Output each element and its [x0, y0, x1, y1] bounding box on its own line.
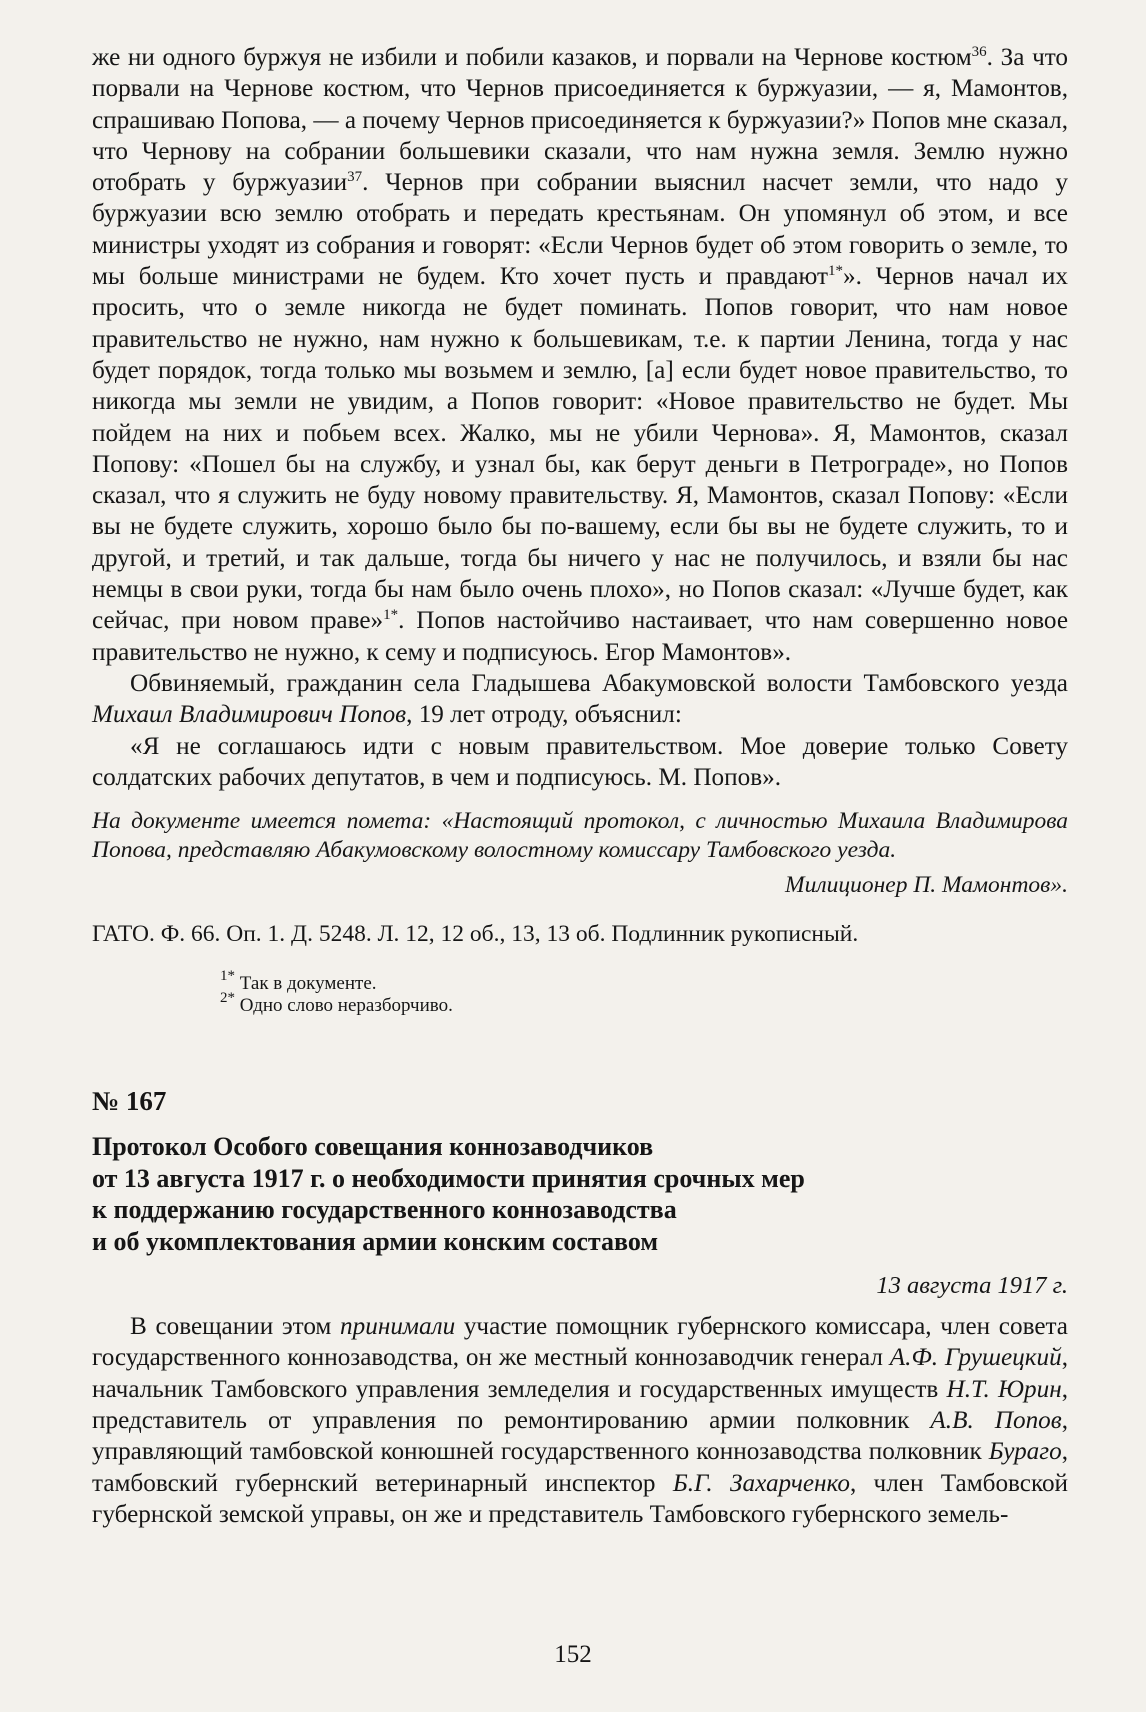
title-line: Протокол Особого совещания коннозаводчиков [92, 1132, 654, 1162]
footnote [220, 990, 1068, 1017]
emphasis: принимали [340, 1313, 456, 1341]
text-run: . За что порвали на Чернове костюм, что Чернов присоединяется к буржуазии, — я, Мамонтов, спрашиваю Попова, — а почему Чернов присоединяется к буржуазии?» Попов мне сказал, что Чернову на собрании большевики сказали, что нам нужна земля. Землю нужно отобрать у буржуазии [92, 44, 1069, 197]
paragraph-testimony [92, 42, 1068, 668]
footnote-mark: 1* [220, 968, 235, 985]
person-name: А.Ф. Грушецкий [889, 1344, 1062, 1372]
text-run: В совещании этом [130, 1313, 341, 1341]
accused-name: Михаил Владимирович Попов [92, 701, 407, 729]
paragraph-statement: «Я не соглашаюсь идти с новым правительством. Мое доверие только Совету солдатских рабочих депутатов, в чем и подписуюсь. М. Попов». [92, 732, 1068, 791]
document-title [92, 1131, 1068, 1257]
archive-source: ГАТО. Ф. 66. Оп. 1. Д. 5248. Л. 12, 12 об., 13, 13 об. Подлинник рукописный. [92, 921, 859, 948]
text-run: , начальник Тамбовского управления земледелия и государственных имуществ [92, 1344, 1068, 1403]
text-run: Обвиняемый, гражданин села Гладышева Абакумовской волости Тамбовского уезда [130, 669, 1068, 697]
document-date: 13 августа 1917 г. [876, 1272, 1068, 1300]
title-line: от 13 августа 1917 г. о необходимости принятия срочных мер [92, 1163, 805, 1193]
footnote-mark: 2* [220, 990, 235, 1007]
endnote-ref-36: 36 [971, 44, 987, 60]
person-name: Б.Г. Захарченко [672, 1469, 850, 1497]
page-number: 152 [554, 1641, 592, 1668]
footnotes [220, 968, 1068, 1017]
person-name: Н.Т. Юрин [946, 1375, 1062, 1403]
text-run: участие помощник губернского комиссара, член совета государственного коннозаводства, он же местный коннозаводчик генерал [92, 1313, 1068, 1372]
title-line: к поддержанию государственного коннозаводства [92, 1195, 677, 1225]
footnote-ref-1: 1* [828, 263, 844, 280]
paragraph-body [92, 1311, 1068, 1530]
endnote-ref-37: 37 [347, 169, 363, 186]
document-number: № 167 [92, 1086, 167, 1117]
text-run: , управляющий тамбовской конюшней государственного коннозаводства полковник [92, 1407, 1068, 1466]
text-run: , тамбовский губернский ветеринарный инспектор [92, 1438, 1068, 1497]
text-run: . Попов настойчиво настаивает, что нам совершенно новое правительство не нужно, к сему и подписуюсь. Егор Мамонтов». [92, 607, 1069, 666]
paragraph-accused [92, 668, 1068, 731]
text-run: , представитель от управления по ремонтированию армии полковник [92, 1375, 1068, 1435]
text-run: . Чернов при собрании выяснил насчет земли, что надо у буржуазии всю землю отобрать и передать крестьянам. Он упомянул об этом, и все министры уходят из собрания и говорят: «Если Чернов будет об этом говорить о земле, то мы больше министрами не будем. Кто хочет пусть и правдают [92, 169, 1068, 291]
person-name: А.В. Попов [930, 1407, 1062, 1435]
document-annotation: На документе имеется помета: «Настоящий протокол, с личностью Михаила Владимирова Попова, представляю Абакумовскому волостному комиссару Тамбовского уезда. [92, 808, 1068, 864]
footnote-text: Так в документе. [235, 973, 377, 995]
text-run: ». Чернов начал их просить, что о земле никогда не будет поминать. Попов говорит, что нам новое правительство не нужно, нам нужно к большевикам, т.е. к партии Ленина, тогда у нас будет порядок, тогда только мы возьмем и землю, [а] если будет новое правительство, то никогда мы земли не увидим, а Попов говорит: «Новое правительство не будет. Мы пойдем на них и побьем всех. Жалко, мы не убили Чернова». Я, Мамонтов, сказал Попову: «Пошел бы на службу, и узнал бы, как берут деньги в Петрограде», но Попов сказал, что я служить не буду новому правительству. Я, Мамонтов, сказал Попову: «Если вы не будете служить, хорошо было бы по-вашему, если бы вы не будете служить, то и другой, и третий, и так дальше, тогда бы ничего у нас не получилось, и взяли бы нас немцы в свои руки, тогда бы нам было очень плохо», но Попов сказал: «Лучше будет, как сейчас, при новом праве» [92, 263, 1068, 635]
footnote-ref-1: 1* [383, 607, 399, 624]
footnote [220, 968, 1068, 995]
title-line: и об укомплектования армии конским составом [92, 1226, 659, 1256]
text-run: , 19 лет отроду, объяснил: [406, 701, 682, 729]
footnote-text: Одно слово неразборчиво. [235, 995, 453, 1017]
text-run: , член Тамбовской губернской земской управы, он же и представитель Тамбовского губернского земель- [92, 1469, 1069, 1528]
signature: Милиционер П. Мамонтов». [785, 872, 1068, 899]
text-run: же ни одного буржуя не избили и побили казаков, и порвали на Чернове костюм [92, 44, 972, 71]
person-name: Бураго [988, 1438, 1062, 1466]
